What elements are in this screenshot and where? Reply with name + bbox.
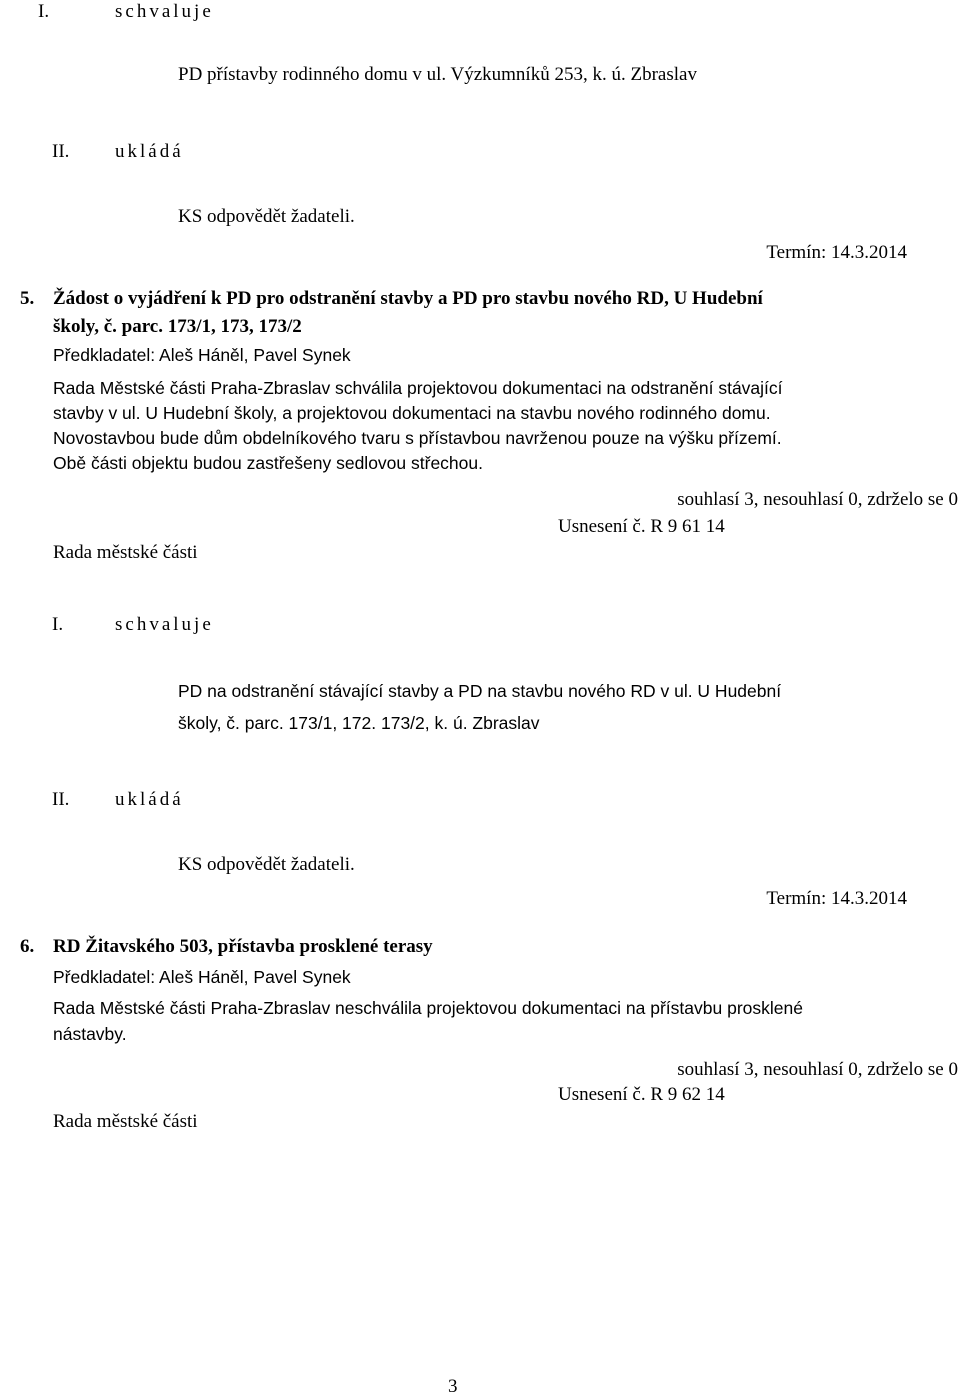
resolution-text: KS odpovědět žadateli. [178, 854, 355, 875]
resolution-number: II. [52, 789, 70, 810]
item-number: 5. [20, 288, 35, 309]
resolution-text: KS odpovědět žadateli. [178, 206, 355, 227]
item-title: Žádost o vyjádření k PD pro odstranění stavby a PD pro stavbu nového RD, U Hudební [53, 288, 763, 309]
vote-result: souhlasí 3, nesouhlasí 0, zdrželo se 0 [677, 1059, 958, 1080]
resolution-number: I. [38, 1, 50, 22]
resolution-text: PD přístavby rodinného domu v ul. Výzkumníků 253, k. ú. Zbraslav [178, 64, 697, 85]
resolution-text: PD na odstranění stávající stavby a PD na stavbu nového RD v ul. U Hudební [178, 681, 782, 701]
item-number: 6. [20, 936, 35, 957]
page-number: 3 [448, 1376, 458, 1397]
deadline: Termín: 14.3.2014 [766, 888, 907, 909]
council-name: Rada městské části [53, 542, 198, 563]
vote-result: souhlasí 3, nesouhlasí 0, zdrželo se 0 [677, 489, 958, 510]
resolution-verb: ukládá [115, 789, 184, 810]
body-text: nástavby. [53, 1024, 127, 1044]
body-text: Rada Městské části Praha-Zbraslav schválila projektovou dokumentaci na odstranění stávající [53, 378, 783, 398]
resolution-text: školy, č. parc. 173/1, 172. 173/2, k. ú. Zbraslav [178, 713, 540, 733]
item-title: školy, č. parc. 173/1, 173, 173/2 [53, 316, 302, 337]
resolution-number: I. [52, 614, 64, 635]
resolution-id: Usnesení č. R 9 61 14 [558, 516, 725, 537]
body-text: Novostavbou bude dům obdelníkového tvaru s přístavbou navrženou pouze na výšku přízemí. [53, 428, 782, 448]
item-title: RD Žitavského 503, přístavba prosklené terasy [53, 936, 433, 957]
resolution-number: II. [52, 141, 70, 162]
presenter: Předkladatel: Aleš Háněl, Pavel Synek [53, 967, 351, 987]
presenter: Předkladatel: Aleš Háněl, Pavel Synek [53, 345, 351, 365]
resolution-id: Usnesení č. R 9 62 14 [558, 1084, 725, 1105]
resolution-verb: ukládá [115, 141, 184, 162]
resolution-verb: schvaluje [115, 1, 214, 22]
deadline: Termín: 14.3.2014 [766, 242, 907, 263]
resolution-verb: schvaluje [115, 614, 214, 635]
body-text: Obě části objektu budou zastřešeny sedlovou střechou. [53, 453, 483, 473]
council-name: Rada městské části [53, 1111, 198, 1132]
body-text: stavby v ul. U Hudební školy, a projektovou dokumentaci na stavbu nového rodinného domu. [53, 403, 771, 423]
body-text: Rada Městské části Praha-Zbraslav neschválila projektovou dokumentaci na přístavbu prosklené [53, 998, 803, 1018]
